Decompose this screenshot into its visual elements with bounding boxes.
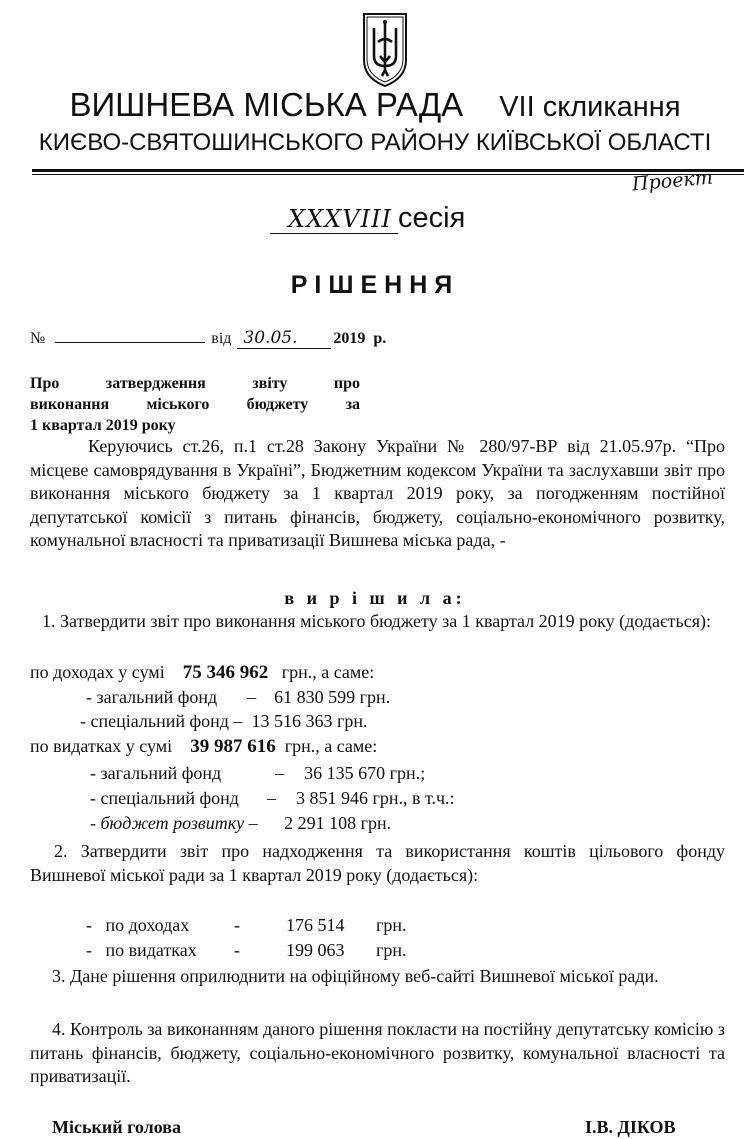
expense-total: 39 987 616 [190, 736, 276, 757]
session-number: XXXVIII [270, 205, 398, 234]
expense-development-value: 2 291 108 грн. [284, 813, 392, 833]
income-special-value: 13 516 363 грн. [251, 711, 368, 731]
council-heading [0, 86, 750, 124]
income-suffix: грн., а саме: [281, 662, 375, 682]
income-total-row [30, 662, 374, 684]
income-general-row [86, 687, 390, 708]
number-date-line [30, 328, 386, 349]
trident-coat-of-arms-icon [360, 12, 410, 88]
target-fund-expense-unit: грн. [376, 940, 407, 960]
district-heading: КИЄВО-СВЯТОШИНСЬКОГО РАЙОНУ КИЇВСЬКОЇ ОБЛАСТІ [38, 129, 712, 156]
subject-line-3: 1 квартал 2019 року [30, 417, 176, 434]
number-prefix: № [30, 330, 46, 347]
expense-general-label: - загальний фонд [90, 763, 222, 783]
document-title: РІШЕННЯ [290, 271, 460, 299]
expense-general-row [90, 763, 425, 784]
income-general-value: 61 830 599 грн. [274, 687, 391, 707]
expense-general-dash: – [275, 763, 285, 783]
target-fund-expense-label: - по видатках [86, 940, 197, 960]
session-label: сесія [398, 202, 466, 234]
header-rule-thick [32, 169, 744, 172]
expense-development-row [90, 813, 391, 834]
target-fund-income-unit: грн. [376, 915, 407, 935]
target-fund-income-row [86, 915, 407, 936]
date-prefix: від [211, 330, 232, 347]
item-2-text: 2. Затвердити звіт про надходження та використання коштів цільового фонду Вишневої міської ради за 1 квартал 2019 року (додається): [30, 841, 725, 885]
subject-line-1: Про затвердження звіту про [30, 375, 360, 392]
date-handwritten: 30.05. [237, 328, 331, 349]
income-prefix: по доходах у сумі [30, 662, 165, 682]
signature-name: І.В. ДІКОВ [585, 1117, 676, 1137]
item-3-text: 3. Дане рішення оприлюднити на офіційному веб-сайті Вишневої міської ради. [52, 966, 659, 986]
expense-special-value: 3 851 946 грн., в т.ч.: [295, 788, 455, 808]
expense-total-row [30, 736, 377, 758]
target-fund-income-label: - по доходах [86, 915, 190, 935]
year-suffix: р. [373, 330, 387, 347]
expense-special-row [90, 788, 455, 809]
expense-development-label: - бюджет розвитку – [90, 813, 258, 833]
income-special-label: - спеціальний фонд – [80, 711, 243, 731]
expense-general-value: 36 135 670 грн.; [304, 763, 426, 783]
income-total: 75 346 962 [182, 662, 269, 683]
date-year: 2019 [333, 330, 366, 347]
session-line [270, 202, 465, 235]
income-general-dash: – [247, 687, 257, 707]
income-general-label: - загальний фонд [86, 687, 218, 707]
expense-suffix: грн., а саме: [284, 736, 378, 756]
council-name: ВИШНЕВА МІСЬКА РАДА [69, 86, 464, 123]
item-4-text: 4. Контроль за виконанням даного рішення покласти на постійну депутатську комісію з питань фінансів, бюджету, соціально-економічного розвитку, комунальної власності та приватизації. [30, 1019, 725, 1087]
draft-handwritten-note: Проект [631, 166, 714, 196]
resolved-heading: в и р і ш и л а: [284, 588, 466, 608]
target-fund-expense-dash: - [234, 940, 240, 960]
subject-line-2: виконання міського бюджету за [30, 396, 360, 413]
expense-prefix: по видатках у сумі [30, 736, 173, 756]
target-fund-income-dash: - [234, 915, 240, 935]
decision-subject [30, 373, 360, 436]
target-fund-expense-value: 199 063 [286, 940, 345, 960]
item-1-text: 1. Затвердити звіт про виконання міського бюджету за 1 квартал 2019 року (додається): [42, 611, 712, 631]
expense-special-dash: – [266, 788, 276, 808]
expense-special-label: - спеціальний фонд [90, 788, 239, 808]
income-special-row [80, 711, 367, 732]
target-fund-expense-row [86, 940, 407, 961]
convocation: VII скликання [499, 91, 681, 123]
signature-position: Міський голова [52, 1117, 181, 1137]
number-blank [55, 328, 205, 343]
preamble-paragraph: Керуючись ст.26, п.1 ст.28 Закону України № 280/97-ВР від 21.05.97р. “Про місцеве самоврядування в Україні”, Бюджетним кодексом України та заслухавши звіт про виконання міського бюджету за 1 квартал 2019 року, за погодженням постійної депутатської комісії з питань фінансів, бюджету, соціально-економічного розвитку, комунальної власності та приватизації Вишнева міська рада, - [30, 436, 725, 551]
target-fund-income-value: 176 514 [286, 915, 345, 935]
